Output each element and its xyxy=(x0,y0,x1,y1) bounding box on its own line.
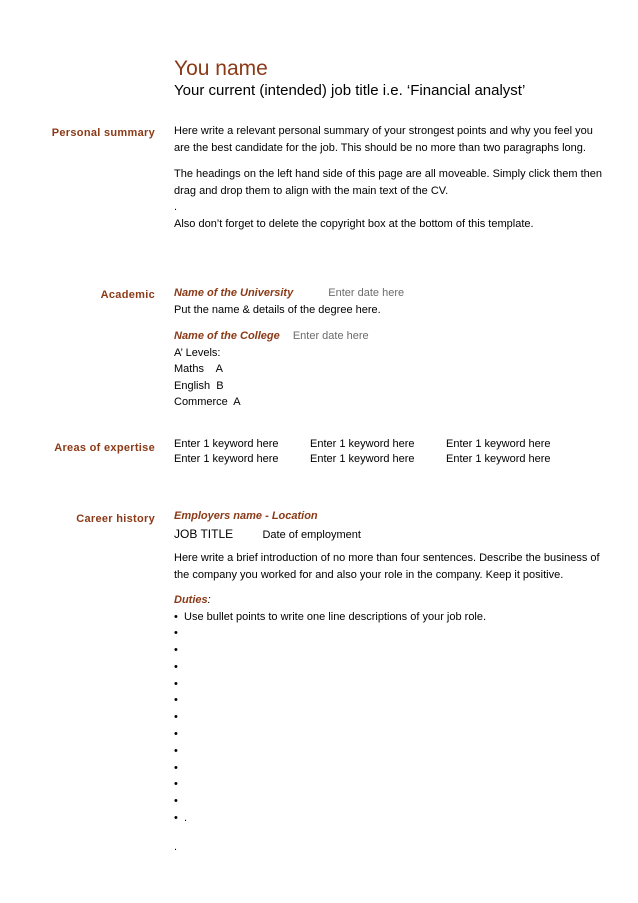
duty-item xyxy=(174,776,604,793)
duty-item xyxy=(174,659,604,676)
personal-summary-heading[interactable]: Personal summary xyxy=(51,127,155,139)
career-heading[interactable]: Career history xyxy=(76,513,155,525)
career-intro: Here write a brief introduction of no more than four sentences. Describe the business of the company you worked for and also your role in the company. Keep it positive. xyxy=(174,552,600,581)
duty-item xyxy=(174,625,604,642)
keyword: Enter 1 keyword here xyxy=(446,453,551,465)
keyword: Enter 1 keyword here xyxy=(446,438,551,450)
duty-item xyxy=(174,760,604,777)
college-date: Enter date here xyxy=(292,330,369,342)
duty-item xyxy=(174,676,604,693)
college-name: Name of the College xyxy=(174,330,280,342)
keyword: Enter 1 keyword here xyxy=(310,453,415,465)
college-line: A’ Levels: xyxy=(174,346,221,359)
college-line: English B xyxy=(174,379,224,392)
trailing-dot: . xyxy=(174,840,178,853)
expertise-keywords xyxy=(174,436,604,470)
college-line: Maths A xyxy=(174,363,223,375)
college-line: Commerce A xyxy=(174,396,241,408)
duty-item xyxy=(174,726,604,743)
duty-item xyxy=(174,709,604,726)
duty-item: • . xyxy=(174,810,604,827)
duties-colon: : xyxy=(207,594,211,606)
summary-paragraph: Here write a relevant personal summary of your strongest points and why you feel you are the best candidate for the job. This should be no more than two paragraphs long. xyxy=(174,125,593,154)
academic-heading[interactable]: Academic xyxy=(100,289,155,301)
university-name: Name of the University xyxy=(174,287,294,299)
career-body xyxy=(174,508,604,855)
university-date: Enter date here xyxy=(328,287,405,299)
duty-item xyxy=(174,793,604,810)
duties-label: Duties xyxy=(174,594,208,606)
career-job-title: JOB TITLE xyxy=(174,526,234,541)
academic-body xyxy=(174,285,604,411)
personal-summary-body xyxy=(174,123,604,232)
duty-item: • Use bullet points to write one line descriptions of your job role. xyxy=(174,609,604,626)
duty-item xyxy=(174,743,604,760)
cv-name: You name xyxy=(174,57,268,80)
employer-name: Employers name - Location xyxy=(174,510,318,522)
keyword: Enter 1 keyword here xyxy=(174,438,279,450)
expertise-heading[interactable]: Areas of expertise xyxy=(54,442,155,454)
keyword: Enter 1 keyword here xyxy=(174,453,279,465)
summary-dot: . xyxy=(174,201,178,213)
degree-details: Put the name & details of the degree here. xyxy=(174,303,381,316)
duty-item xyxy=(174,642,604,659)
duties-list xyxy=(174,609,604,827)
cv-job-title: Your current (intended) job title i.e. ‘Financial analyst’ xyxy=(174,82,526,99)
employment-date: Date of employment xyxy=(262,528,361,541)
duty-item xyxy=(174,692,604,709)
keyword: Enter 1 keyword here xyxy=(310,438,415,450)
summary-paragraph: Also don’t forget to delete the copyright box at the bottom of this template. xyxy=(174,217,534,230)
summary-paragraph: The headings on the left hand side of this page are all moveable. Simply click them then drag and drop them to align with the main text of the CV. xyxy=(174,168,603,197)
